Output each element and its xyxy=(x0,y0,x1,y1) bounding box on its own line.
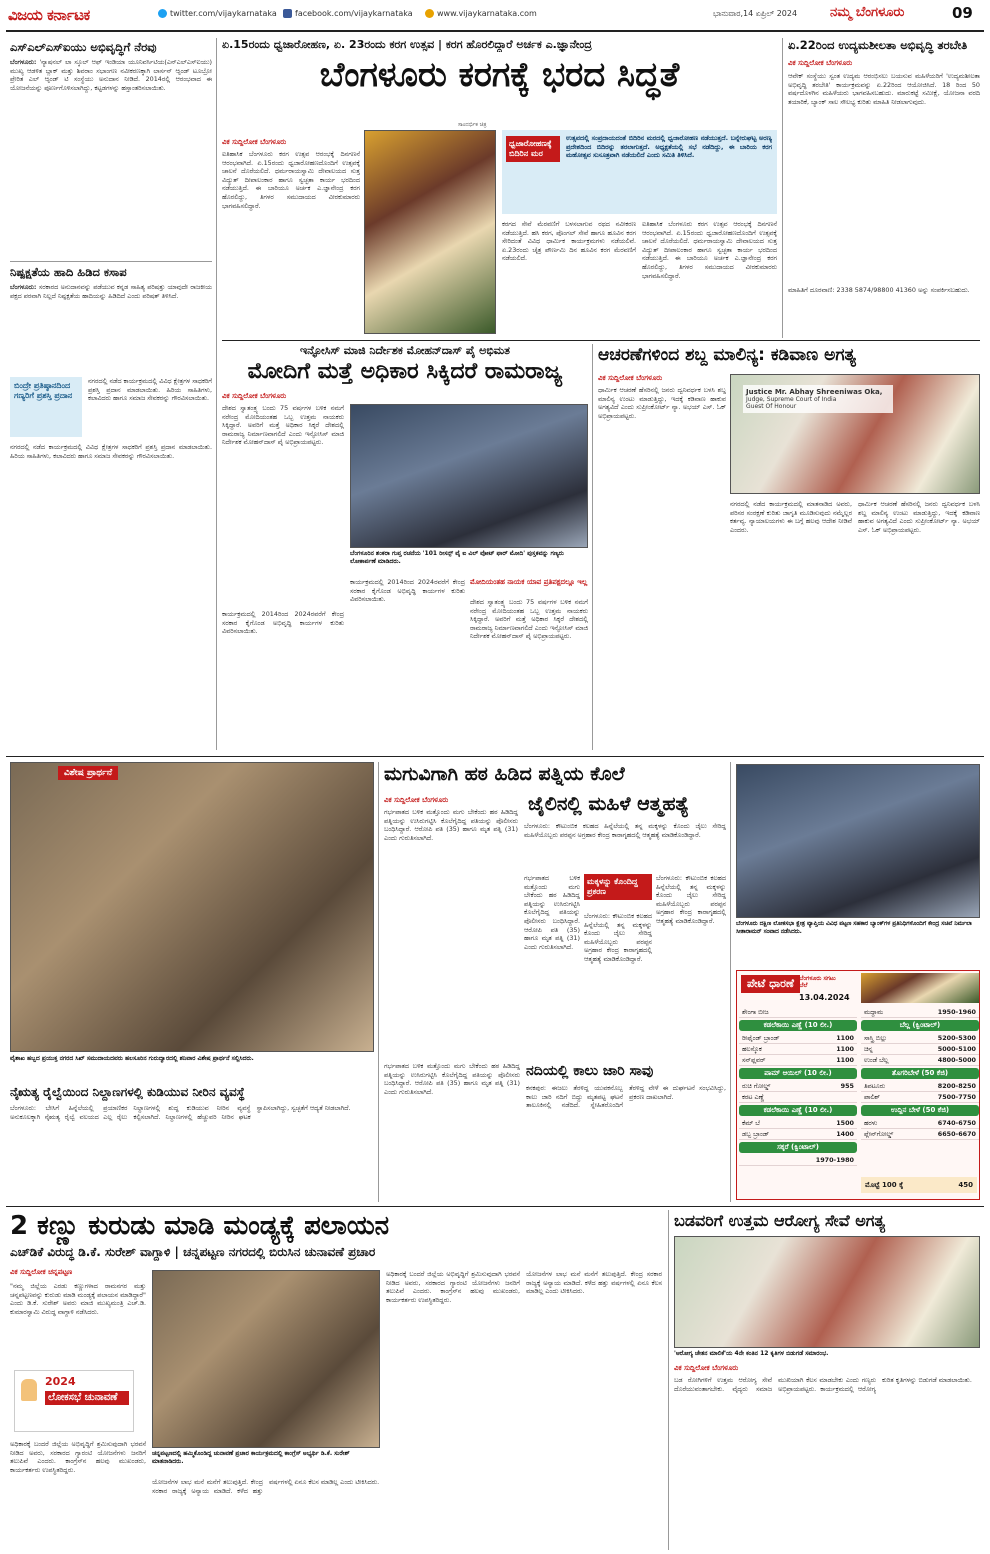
story-body: ಐತಿಹಾಸಿಕ ಬೆಂಗಳೂರು ಕರಗ ಉತ್ಸವ ಆರಂಭಕ್ಕೆ ದಿನಗಣನೆ ಆರಂಭವಾಗಿದೆ. ಏ.15ರಂದು ಧ್ವಜಾರೋಹಣದೊಂದಿಗೆ ಉತ್ಸವಕ್ಕೆ ಚಾಲನೆ ದೊರೆಯಲಿದೆ. ಧರ್ಮರಾಯಸ್ವಾಮಿ ದೇವಾಲಯದ ಸುತ್ತ ವಿದ್ಯುತ್ ದೀಪಾಲಂಕಾರ ಹಾಗೂ ಸ್ವಚ್ಛತಾ ಕಾರ್ಯ ಭರದಿಂದ ನಡೆಯುತ್ತಿದೆ. ಈ ಬಾರಿಯೂ ಅರ್ಚಕ ಎ.ಜ್ಞಾನೇಂದ್ರ ಕರಗ ಹೊರಲಿದ್ದು, ತಿಗಳರ ಸಮುದಾಯದ ವೀರಕುಮಾರರು ಭಾಗವಹಿಸಲಿದ್ದಾರೆ. xyxy=(222,150,360,210)
commodity-price: 1970-1980 xyxy=(815,1156,854,1164)
byline: ವಿಕ ಸುದ್ದಿಲೋಕ ಬೆಂಗಳೂರು xyxy=(222,138,287,146)
noise-story xyxy=(598,344,980,750)
karaga-highlight xyxy=(502,130,777,214)
byline: ವಿಕ ಸುದ್ದಿಲೋಕ ಬೆಂಗಳೂರು xyxy=(598,374,663,382)
highlight-label: ಧ್ವಜಾರೋಹಣಕ್ಕೆ ಬಿದಿರಿನ ಮರ xyxy=(506,136,560,162)
commodity-price: 7500-7750 xyxy=(937,1093,976,1101)
byline: ವಿಕ ಸುದ್ದಿಲೋಕ ಚನ್ನಪಟ್ಟಣ xyxy=(10,1268,73,1276)
murder-tag: ಮಕ್ಕಳನ್ನು ಕೊಂದಿದ್ದ ಪ್ರಕರಣ xyxy=(584,874,652,900)
photo-caption: ಚನ್ನಪಟ್ಟಣದಲ್ಲಿ ಹಮ್ಮಿಕೊಂಡಿದ್ದ ಚುನಾವಣೆ ಪ್ರಚಾರ ಕಾರ್ಯಕ್ರಮದಲ್ಲಿ ಕಾಂಗ್ರೆಸ್ ಅಭ್ಯರ್ಥಿ ಡಿ.ಕೆ. ಸುರೇಶ್ ಮಾತನಾಡಿದರು. xyxy=(152,1450,350,1465)
price-row xyxy=(739,1155,857,1166)
market-prices xyxy=(736,970,980,1200)
karaga-headline: ಬೆಂಗಳೂರು ಕರಗಕ್ಕೆ ಭರದ ಸಿದ್ಧತೆ xyxy=(319,55,680,95)
price-category: ಸಕ್ಕರೆ (ಕ್ವಿಂಟಾಲ್) xyxy=(739,1142,857,1153)
facebook-link[interactable]: facebook.com/vijaykarnataka xyxy=(283,9,413,18)
commodity-price: 1100 xyxy=(836,1056,854,1064)
twitter-link[interactable]: twitter.com/vijaykarnataka xyxy=(158,9,277,18)
price-row xyxy=(739,1129,857,1140)
story-body: ಬೆಂಗಳೂರು: 'ನ್ಯಾಷನಲ್ ಲಾ ಸ್ಕೂಲ್ ಆಫ್ ಇಂಡಿಯಾ ಯೂನಿವರ್ಸಿಟಿಯ(ಎನ್‌ಎಲ್‌ಎಸ್‌ಐಯು) ಮುಖ್ಯ ಆಡಳಿತ ಬ್ಲಾಕ್ ಮತ್ತು ಶಿವರಾಂ ಸಭಾಂಗಣ ನವೀಕರಣಕ್ಕಾಗಿ ಲಾರ್ಸನ್ ಆ್ಯಂಡ್ ಟೂಬ್ರೋ ಪ್ರೇರಿತ ಎಲ್‌ ಆ್ಯಂಡ್ ಟಿ ಸಂಸ್ಥೆಯು ಅನುದಾನ ನೀಡಿದೆ. 2014ರಲ್ಲಿ ಆರಂಭವಾದ ಈ ಯೋಜನೆಯನ್ನು ಪೂರ್ಣಗೊಳಿಸಲಾಗಿದ್ದು, ಕಟ್ಟಡಗಳನ್ನು ಹಸ್ತಾಂತರಿಸಲಾಯಿತು. xyxy=(10,58,212,92)
book-launch-photo xyxy=(350,404,588,548)
price-category: ಕಡಲೆಕಾಯಿ ಎಣ್ಣೆ (10 ಲೀ.) xyxy=(739,1020,857,1031)
story-body: ಧಾರ್ಮಿಕ ಆಚರಣೆ ಹೆಸರಿನಲ್ಲಿ ಜನರು ದ್ವನಿವರ್ಧಕ ಬಳಸಿ ಶಬ್ದ ಮಾಲಿನ್ಯ ಉಂಟು ಮಾಡುತ್ತಿದ್ದು, ಇದಕ್ಕೆ ಕಡಿವಾಣ ಹಾಕುವ ಅಗತ್ಯವಿದೆ ಎಂದು ಸುಪ್ರೀಂಕೋರ್ಟ್ ನ್ಯಾ. ಅಭಯ್ ಎಸ್. ಓಕ್ ಅಭಿಪ್ರಾಯಪಟ್ಟರು. xyxy=(858,500,980,534)
commodity-name: ಹರಳು xyxy=(864,1119,878,1127)
price-row xyxy=(861,1007,979,1018)
commodity-name: ಉಂಡೆ ಬೆಲ್ಲ xyxy=(864,1056,889,1064)
election-logo xyxy=(14,1370,134,1432)
commodity-price: 5200-5300 xyxy=(937,1034,976,1042)
price-row xyxy=(739,1033,857,1044)
story-body: ಗರ್ಭಪಾತದ ಬಳಿಕ ಮತ್ತೊಂದು ಮಗು ಬೇಕೆಂದು ಹಠ ಹಿಡಿದಿದ್ದ ಪತ್ನಿಯನ್ನು ಉಸಿರುಗಟ್ಟಿಸಿ ಕೊಲೆಗೈದಿದ್ದ ಪತಿಯನ್ನು ಪೊಲೀಸರು ಬಂಧಿಸಿದ್ದಾರೆ. ಆರೋಪಿ ಪತಿ (35) ಹಾಗೂ ಮೃತ ಪತ್ನಿ (31) ಎಂದು ಗುರುತಿಸಲಾಗಿದೆ. xyxy=(384,1062,520,1096)
story-body: ಬೆಂಗಳೂರು: ಕೌಟುಂಬಿಕ ಕಲಹದ ಹಿನ್ನೆಲೆಯಲ್ಲಿ ತನ್ನ ಮಕ್ಕಳನ್ನು ಕೊಂದು ಜೈಲು ಸೇರಿದ್ದ ಮಹಿಳೆಯೊಬ್ಬರು ಪರಪ್ಪನ ಅಗ್ರಹಾರ ಕೇಂದ್ರ ಕಾರಾಗೃಹದಲ್ಲಿ ಆತ್ಮಹತ್ಯೆ ಮಾಡಿಕೊಂಡಿದ್ದಾರೆ. xyxy=(584,912,652,963)
murder-headline-2: ಜೈಲಿನಲ್ಲಿ ಮಹಿಳೆ ಆತ್ಮಹತ್ಯೆ xyxy=(528,793,689,815)
health-headline: ಬಡವರಿಗೆ ಉತ್ತಮ ಆರೋಗ್ಯ ಸೇವೆ ಅಗತ್ಯ xyxy=(674,1211,886,1230)
price-row xyxy=(739,1081,857,1092)
water-story xyxy=(10,1084,374,1202)
mandya-headline: 2 ಕಣ್ಣು ಕುರುಡು ಮಾಡಿ ಮಂಡ್ಯಕ್ಕೆ ಪಲಾಯನ xyxy=(10,1211,390,1241)
karaga-photo xyxy=(364,130,496,334)
modi-headline: ಮೋದಿಗೆ ಮತ್ತೆ ಅಧಿಕಾರ ಸಿಕ್ಕಿದರೆ ರಾಮರಾಜ್ಯ xyxy=(247,359,563,384)
story-body: ಬೆಂಗಳೂರು: ಬೇಸಿಗೆ ಹಿನ್ನೆಲೆಯಲ್ಲಿ ಪ್ರಯಾಣಿಕರ ಅನುಕೂಲಕ್ಕಾಗಿ ನೈಋತ್ಯ ರೈಲ್ವೆ ವಲಯದ ಎಲ್ಲ ರೈಲು ನಿಲ್ದಾಣಗಳಲ್ಲಿ ಶುದ್ಧ ಕುಡಿಯುವ ನೀರಿನ ವ್ಯವಸ್ಥೆ ಕಲ್ಪಿಸಲಾಗಿದೆ. ನಿಲ್ದಾಣಗಳಲ್ಲಿ ಹೆಚ್ಚುವರಿ ನೀರಿನ ಘಟಕ ಸ್ಥಾಪಿಸಲಾಗಿದ್ದು, ಸ್ವಚ್ಛತೆಗೆ ಆದ್ಯತೆ ನೀಡಲಾಗಿದೆ. xyxy=(10,1104,351,1121)
page-number: 09 xyxy=(952,4,973,22)
special-prayer xyxy=(10,762,374,1080)
bank-photo-block xyxy=(736,764,980,962)
stage-banner xyxy=(743,385,893,413)
story-body: ಗರ್ಭಪಾತದ ಬಳಿಕ ಮತ್ತೊಂದು ಮಗು ಬೇಕೆಂದು ಹಠ ಹಿಡಿದಿದ್ದ ಪತ್ನಿಯನ್ನು ಉಸಿರುಗಟ್ಟಿಸಿ ಕೊಲೆಗೈದಿದ್ದ ಪತಿಯನ್ನು ಪೊಲೀಸರು ಬಂಧಿಸಿದ್ದಾರೆ. ಆರೋಪಿ ಪತಿ (35) ಹಾಗೂ ಮೃತ ಪತ್ನಿ (31) ಎಂದು ಗುರುತಿಸಲಾಗಿದೆ. xyxy=(524,874,580,951)
grain-photo xyxy=(861,973,979,1003)
commodity-name: ತಿಪಟೂರು xyxy=(864,1082,886,1090)
vk-logo: ವಿಜಯ ಕರ್ನಾಟಕ xyxy=(8,6,90,24)
masthead xyxy=(0,0,990,36)
story-body: ನಗರದಲ್ಲಿ ನಡೆದ ಕಾರ್ಯಕ್ರಮದಲ್ಲಿ ವಿವಿಧ ಕ್ಷೇತ್ರಗಳ ಸಾಧಕರಿಗೆ ಪ್ರಶಸ್ತಿ ಪ್ರದಾನ ಮಾಡಲಾಯಿತು. ಹಿರಿಯ ಸಾಹಿತಿಗಳು, ಕಲಾವಿದರು ಹಾಗೂ ಸಮಾಜ ಸೇವಕರನ್ನು ಗೌರವಿಸಲಾಯಿತು. xyxy=(10,443,212,460)
left-column xyxy=(10,40,212,750)
contact-info: ಮಾಹಿತಿಗೆ ದೂರವಾಣಿ: 2338 5874/98800 41360 ಅನ್ನು ಸಂಪರ್ಕಿಸಬಹುದು. xyxy=(788,286,970,294)
commodity-price: 4800-5000 xyxy=(937,1056,976,1064)
story-body: ಬೆಂಗಳೂರು: ಸರಕಾರದ ಅನುದಾನವನ್ನು ಪಡೆಯುವ ಕನ್ನಡ ಸಾಹಿತ್ಯ ಪರಿಷತ್ತು ಯಾವುದೇ ರಾಜಕೀಯ ಪಕ್ಷದ ಪರವಾಗಿ ನಿಲ್ಲದೆ ನಿಷ್ಪಕ್ಷತೆಯ ಹಾದಿಯನ್ನು ಹಿಡಿದಿದೆ ಎಂದು ಪರಿಷತ್ ತಿಳಿಸಿದೆ. xyxy=(10,283,212,300)
story-body: ಗರ್ಭಪಾತದ ಬಳಿಕ ಮತ್ತೊಂದು ಮಗು ಬೇಕೆಂದು ಹಠ ಹಿಡಿದಿದ್ದ ಪತ್ನಿಯನ್ನು ಉಸಿರುಗಟ್ಟಿಸಿ ಕೊಲೆಗೈದಿದ್ದ ಪತಿಯನ್ನು ಪೊಲೀಸರು ಬಂಧಿಸಿದ್ದಾರೆ. ಆರೋಪಿ ಪತಿ (35) ಹಾಗೂ ಮೃತ ಪತ್ನಿ (31) ಎಂದು ಗುರುತಿಸಲಾಗಿದೆ. xyxy=(384,808,518,842)
banner-line: Justice Mr. Abhay Shreeniwas Oka, xyxy=(746,388,883,396)
commodity-name: ರೀಫೈಂಡ್ ಬ್ರಾಂಡ್ xyxy=(742,1034,780,1042)
commodity-price: 6650-6670 xyxy=(937,1130,976,1138)
karaga-kicker: ಏ.15ರಂದು ಧ್ವಜಾರೋಹಣ, ಏ. 23ರಂದು ಕರಗ ಉತ್ಸವ | ಕರಗ ಹೊರಲಿದ್ದಾರೆ ಅರ್ಚಕ ಎ.ಜ್ಞಾನೇಂದ್ರ xyxy=(222,38,592,51)
twitter-icon xyxy=(158,9,167,18)
price-row xyxy=(739,1055,857,1066)
edition-date: ಭಾನುವಾರ,14 ಏಪ್ರಿಲ್ 2024 xyxy=(713,9,798,18)
commodity-price: 6740-6750 xyxy=(937,1119,976,1127)
mandya-kicker: ಎಚ್‌ಡಿಕೆ ವಿರುದ್ಧ ಡಿ.ಕೆ. ಸುರೇಶ್ ವಾಗ್ದಾಳಿ | ಚನ್ನಪಟ್ಟಣ ನಗರದಲ್ಲಿ ಬಿರುಸಿನ ಚುನಾವಣೆ ಪ್ರಚಾರ xyxy=(10,1245,376,1259)
price-row xyxy=(861,1055,979,1066)
photo-credit: ಸಾಂದರ್ಭಿಕ ಚಿತ್ರ xyxy=(458,122,487,128)
price-row xyxy=(861,1129,979,1140)
commodity-price: 1100 xyxy=(836,1045,854,1053)
market-date: 13.04.2024 xyxy=(799,993,850,1002)
murder-story xyxy=(384,762,726,1058)
byline: ವಿಕ ಸುದ್ದಿಲೋಕ ಬೆಂಗಳೂರು xyxy=(222,392,287,400)
story-body: ಬೆಂಗಳೂರು: ಕೌಟುಂಬಿಕ ಕಲಹದ ಹಿನ್ನೆಲೆಯಲ್ಲಿ ತನ್ನ ಮಕ್ಕಳನ್ನು ಕೊಂದು ಜೈಲು ಸೇರಿದ್ದ ಮಹಿಳೆಯೊಬ್ಬರು ಪರಪ್ಪನ ಅಗ್ರಹಾರ ಕೇಂದ್ರ ಕಾರಾಗೃಹದಲ್ಲಿ ಆತ್ಮಹತ್ಯೆ ಮಾಡಿಕೊಂಡಿದ್ದಾರೆ. xyxy=(524,822,726,839)
commodity-name: ಪಾಲಿಶ್ xyxy=(864,1093,880,1101)
price-row xyxy=(861,1044,979,1055)
story-title: ಎಸ್‌ಎಲ್‌ಎಸ್‌ಐಯು ಅಭಿವೃದ್ಧಿಗೆ ನೆರವು xyxy=(10,40,157,54)
story-body: ನಗರದಲ್ಲಿ ನಡೆದ ಕಾರ್ಯಕ್ರಮದಲ್ಲಿ ಮಾತನಾಡಿದ ಅವರು, ಪರಿಸರ ಸಂರಕ್ಷಣೆ ಕುರಿತು ಜಾಗೃತಿ ಮೂಡಿಸುವುದು ನಮ್ಮೆಲ್ಲರ ಕರ್ತವ್ಯ. ನ್ಯಾಯಾಲಯಗಳು ಈ ಬಗ್ಗೆ ಹಲವು ಆದೇಶ ನೀಡಿವೆ ಎಂದರು. xyxy=(730,500,852,534)
commodity-price: 1400 xyxy=(836,1130,854,1138)
egg-label: ಮೊಟ್ಟೆ 100 ಕ್ಕೆ xyxy=(865,1180,904,1189)
story-body: ದೇಶದ ಸ್ವಾತಂತ್ರ್ಯ ಬಂದು 75 ವರ್ಷಗಳ ಬಳಿಕ ನಮಗೆ ನರೇಂದ್ರ ಮೋದಿಯಂತಹ ಒಬ್ಬ ಉತ್ತಮ ನಾಯಕರು ಸಿಕ್ಕಿದ್ದಾರೆ. ಅವರಿಗೆ ಮತ್ತೆ ಅಧಿಕಾರ ಸಿಕ್ಕರೆ ದೇಶದಲ್ಲಿ ರಾಮರಾಜ್ಯ ನಿರ್ಮಾಣವಾಗಲಿದೆ ಎಂದು ಇನ್ಫೋಸಿಸ್ ಮಾಜಿ ನಿರ್ದೇಶಕ ಮೋಹನ್‌ದಾಸ್ ಪೈ ಅಭಿಪ್ರಾಯಪಟ್ಟರು. xyxy=(222,404,344,447)
commodity-name: ರುಚಿ ಗೋಲ್ಡ್ xyxy=(742,1082,771,1090)
price-category: ಬೆಲ್ಲ (ಕ್ವಿಂಟಾಲ್) xyxy=(861,1020,979,1031)
karaga-story xyxy=(222,38,777,338)
commodity-price: 1950-1960 xyxy=(937,1008,976,1016)
market-title: ಪೇಟೆ ಧಾರಣೆ xyxy=(741,975,800,993)
photo-label: ವಿಶೇಷ ಪ್ರಾರ್ಥನೆ xyxy=(58,766,118,780)
price-row xyxy=(861,1092,979,1103)
story-body: ಯೋಜನೆಗಳ ಲಾಭ ಮನೆ ಮನೆಗೆ ತಲುಪುತ್ತಿದೆ. ಕೇಂದ್ರ ಸರಕಾರ ರಾಜ್ಯಕ್ಕೆ ಅನ್ಯಾಯ ಮಾಡಿದೆ. ಕಳೆದ ಹತ್ತು ವರ್ಷಗಳಲ್ಲಿ ಏನೂ ಕೆಲಸ ಮಾಡಿಲ್ಲ ಎಂದು ಟೀಕಿಸಿದರು. xyxy=(526,1270,662,1296)
price-table-right xyxy=(861,1007,979,1140)
commodity-price: 955 xyxy=(840,1082,854,1090)
commodity-name: ಕೆಮ್ ಬೆ xyxy=(742,1119,760,1127)
section-name: ನಮ್ಮ ಬೆಂಗಳೂರು xyxy=(830,5,905,20)
byline: ವಿಕ ಸುದ್ದಿಲೋಕ ಬೆಂಗಳೂರು xyxy=(674,1364,739,1372)
story-body: ಧಾರ್ಮಿಕ ಆಚರಣೆ ಹೆಸರಿನಲ್ಲಿ ಜನರು ದ್ವನಿವರ್ಧಕ ಬಳಸಿ ಶಬ್ದ ಮಾಲಿನ್ಯ ಉಂಟು ಮಾಡುತ್ತಿದ್ದು, ಇದಕ್ಕೆ ಕಡಿವಾಣ ಹಾಕುವ ಅಗತ್ಯವಿದೆ ಎಂದು ಸುಪ್ರೀಂಕೋರ್ಟ್ ನ್ಯಾ. ಅಭಯ್ ಎಸ್. ಓಕ್ ಅಭಿಪ್ರಾಯಪಟ್ಟರು. xyxy=(598,386,726,420)
drown-story xyxy=(526,1062,726,1202)
price-row xyxy=(861,1118,979,1129)
commodity-name: ಡಬ್ಬ ಬ್ರಾಂಡ್ xyxy=(742,1130,770,1138)
price-row xyxy=(739,1044,857,1055)
price-row xyxy=(861,1081,979,1092)
pull-quote-label: ಬಿಂದ್ರೇ ಪ್ರತಿಷ್ಠಾನದಿಂದ ಗಣ್ಯರಿಗೆ ಪ್ರಶಸ್ತಿ ಪ್ರದಾನ xyxy=(10,377,82,437)
story-title: ನಿಷ್ಪಕ್ಷತೆಯ ಹಾದಿ ಹಿಡಿದ ಕಸಾಪ xyxy=(10,265,127,279)
prayer-photo xyxy=(10,762,374,1052)
byline: ವಿಕ ಸುದ್ದಿಲೋಕ ಬೆಂಗಳೂರು xyxy=(384,796,449,804)
globe-icon xyxy=(425,9,434,18)
noise-headline: ಆಚರಣೆಗಳಿಂದ ಶಬ್ದ ಮಾಲಿನ್ಯ: ಕಡಿವಾಣ ಅಗತ್ಯ xyxy=(598,345,856,365)
story-body: ಬೆಂಗಳೂರು: ಕೌಟುಂಬಿಕ ಕಲಹದ ಹಿನ್ನೆಲೆಯಲ್ಲಿ ತನ್ನ ಮಕ್ಕಳನ್ನು ಕೊಂದು ಜೈಲು ಸೇರಿದ್ದ ಮಹಿಳೆಯೊಬ್ಬರು ಪರಪ್ಪನ ಅಗ್ರಹಾರ ಕೇಂದ್ರ ಕಾರಾಗೃಹದಲ್ಲಿ ಆತ್ಮಹತ್ಯೆ ಮಾಡಿಕೊಂಡಿದ್ದಾರೆ. xyxy=(656,874,726,925)
commodity-name: ಶೇಂಗಾ ಬೀಜ xyxy=(742,1008,769,1016)
price-row xyxy=(739,1007,857,1018)
commodity-price: 1100 xyxy=(836,1034,854,1042)
logo-label: ಲೋಕಸಭೆ ಚುನಾವಣೆ xyxy=(45,1391,129,1405)
website-link[interactable]: www.vijaykarnataka.com xyxy=(425,9,537,18)
price-category: ಪಾಮ್ ಆಯಿಲ್ (10 ಲೀ.) xyxy=(739,1068,857,1079)
banner-line: Guest Of Honour xyxy=(746,403,797,410)
price-row xyxy=(739,1092,857,1103)
photo-caption: ವೈಶಾಖ ಹಬ್ಬದ ಪ್ರಯುಕ್ತ ನಗರದ ಸಿಖ್ ಸಮುದಾಯದವರು ಹಲಸೂರಿನ ಗುರುದ್ವಾರದಲ್ಲಿ ಶನಿವಾರ ವಿಶೇಷ ಪ್ರಾರ್ಥನೆ ಸಲ್ಲಿಸಿದರು. xyxy=(10,1055,254,1062)
subheading: ಮೋದಿಯಂತಹ ನಾಯಕ ಯಾವ ಪ್ರತಿಪಕ್ಷದಲ್ಲೂ ಇಲ್ಲ xyxy=(470,578,588,586)
commodity-price: 1500 xyxy=(836,1119,854,1127)
murder-headline: ಮಗುವಿಗಾಗಿ ಹಠ ಹಿಡಿದ ಪತ್ನಿಯ ಕೊಲೆ xyxy=(384,763,625,785)
book-release-photo xyxy=(674,1236,980,1348)
egg-price: 450 xyxy=(958,1181,973,1189)
water-headline: ನೈಋತ್ಯ ರೈಲ್ವೆಯಿಂದ ನಿಲ್ದಾಣಗಳಲ್ಲಿ ಕುಡಿಯುವ ನೀರಿನ ವ್ಯವಸ್ಥೆ xyxy=(10,1085,245,1099)
commodity-name: ಹಲಸ್ಕೊಕ xyxy=(742,1045,762,1053)
banner-line: Judge, Supreme Court of India xyxy=(746,396,837,403)
vote-icon xyxy=(21,1379,37,1401)
facebook-icon xyxy=(283,9,292,18)
story-body: ಆವೇಕ್ ಸಂಸ್ಥೆಯು ಸ್ವಂತ ಉದ್ಯಮ ಆರಂಭಿಸಲು ಬಯಸುವ ಮಹಿಳೆಯರಿಗೆ 'ಉದ್ಯಮಶೀಲತಾ ಅಭಿವೃದ್ಧಿ ತರಬೇತಿ' ಕಾರ್ಯಕ್ರಮವನ್ನು ಏ.22ರಿಂದ ಆಯೋಜಿಸಿದೆ. 18 ರಿಂದ 50 ವರ್ಷದೊಳಗಿನ ಮಹಿಳೆಯರು ಭಾಗವಹಿಸಬಹುದು. ಮಾರುಕಟ್ಟೆ ಸಮೀಕ್ಷೆ, ಯೋಜನಾ ವರದಿ ತಯಾರಿಕೆ, ಬ್ಯಾಂಕ್ ಸಾಲ ಸೌಲಭ್ಯ ಕುರಿತು ಮಾಹಿತಿ ನೀಡಲಾಗುವುದು. xyxy=(788,72,980,106)
story-body: ಕಾರ್ಯಕ್ರಮದಲ್ಲಿ 2014ರಿಂದ 2024ರವರೆಗೆ ಕೇಂದ್ರ ಸರಕಾರ ಕೈಗೊಂಡ ಅಭಿವೃದ್ಧಿ ಕಾರ್ಯಗಳ ಕುರಿತು ವಿವರಿಸಲಾಯಿತು. xyxy=(350,578,465,604)
byline: ವಿಕ ಸುದ್ದಿಲೋಕ ಬೆಂಗಳೂರು xyxy=(788,59,853,67)
training-headline: ಏ.22ರಿಂದ ಉದ್ಯಮಶೀಲತಾ ಅಭಿವೃದ್ಧಿ ತರಬೇತಿ xyxy=(788,38,968,52)
market-subtitle: ಬೆಂಗಳೂರು ಸಗಟು ಬೆಲೆ xyxy=(799,975,836,989)
commodity-price: 5000-5100 xyxy=(937,1045,976,1053)
training-story xyxy=(788,38,980,338)
commodity-name: ಸನ್‌ಫ್ಲವರ್ xyxy=(742,1056,766,1064)
mandya-story xyxy=(10,1210,662,1550)
story-body: ಕರಗದ ಸೇವೆ ಮೆರವಣಿಗೆ ಬಳಸಲಾಗುವ ರಥದ ನವೀಕರಣ ನಡೆಯುತ್ತಿದೆ. ಹಸಿ ಕರಗ, ಪೊಂಗಲ್ ಸೇವೆ ಹಾಗೂ ಹೂವಿನ ಕರಗ ಸೇರಿದಂತೆ ವಿವಿಧ ಧಾರ್ಮಿಕ ಕಾರ್ಯಕ್ರಮಗಳು ನಡೆಯಲಿವೆ. ಏ.23ರಂದು ಚೈತ್ರ ಪೌರ್ಣಮಿ ದಿನ ಹೂವಿನ ಕರಗ ಮೆರವಣಿಗೆ ನಡೆಯಲಿದೆ. xyxy=(502,220,636,263)
commodity-name: ಕರಟ ಎಣ್ಣೆ xyxy=(742,1093,765,1101)
photo-caption: ಬೆಂಗಳೂರಿನ ಶಂಕರಾ ಗುಪ್ತ ರಚನೆಯ '101 ರೀಸನ್ಸ್ ವೈ ಐ ವಿಲ್ ವೋಟ್ ಫಾರ್ ಮೋದಿ' ಪುಸ್ತಕವನ್ನು ಗಣ್ಯರು ಲೋಕಾರ್ಪಣೆ ಮಾಡಿದರು. xyxy=(350,550,564,565)
commodity-price: 8200-8250 xyxy=(937,1082,976,1090)
story-body: ಅಧಿಕಾರಕ್ಕೆ ಬಂದರೆ ಜಿಲ್ಲೆಯ ಅಭಿವೃದ್ಧಿಗೆ ಶ್ರಮಿಸುವುದಾಗಿ ಭರವಸೆ ನೀಡಿದ ಅವರು, ಸರಕಾರದ ಗ್ಯಾರಂಟಿ ಯೋಜನೆಗಳು ಜನರಿಗೆ ತಲುಪಿವೆ ಎಂದರು. ಕಾಂಗ್ರೆಸ್‌ನ ಹಲವು ಮುಖಂಡರು, ಕಾರ್ಯಕರ್ತರು ಉಪಸ್ಥಿತರಿದ್ದರು. xyxy=(10,1440,146,1474)
noise-event-photo xyxy=(730,374,980,494)
price-row xyxy=(739,1118,857,1129)
story-body: ದೇಶದ ಸ್ವಾತಂತ್ರ್ಯ ಬಂದು 75 ವರ್ಷಗಳ ಬಳಿಕ ನಮಗೆ ನರೇಂದ್ರ ಮೋದಿಯಂತಹ ಒಬ್ಬ ಉತ್ತಮ ನಾಯಕರು ಸಿಕ್ಕಿದ್ದಾರೆ. ಅವರಿಗೆ ಮತ್ತೆ ಅಧಿಕಾರ ಸಿಕ್ಕರೆ ದೇಶದಲ್ಲಿ ರಾಮರಾಜ್ಯ ನಿರ್ಮಾಣವಾಗಲಿದೆ ಎಂದು ಇನ್ಫೋಸಿಸ್ ಮಾಜಿ ನಿರ್ದೇಶಕ ಮೋಹನ್‌ದಾಸ್ ಪೈ ಅಭಿಪ್ರಾಯಪಟ್ಟರು. xyxy=(470,598,588,641)
modi-story xyxy=(222,344,588,750)
pull-quote xyxy=(10,377,212,437)
price-row xyxy=(861,1033,979,1044)
bank-meeting-photo xyxy=(736,764,980,918)
campaign-photo xyxy=(152,1270,380,1448)
commodity-name: ಪ್ಲೇನ್‌ಗೋಲ್ಡ್ xyxy=(864,1130,894,1138)
photo-caption: ಬೆಂಗಳೂರು ದಕ್ಷಿಣ ಲೋಕಸಭಾ ಕ್ಷೇತ್ರ ವ್ಯಾಪ್ತಿಯ ವಿವಿಧ ಪಟ್ಟಣ ಸಹಕಾರ ಬ್ಯಾಂಕ್‌ಗಳ ಪ್ರತಿನಿಧಿಗಳೊಂದಿಗೆ ಕೇಂದ್ರ ಸಚಿವೆ ನಿರ್ಮಲಾ ಸೀತಾರಾಮನ್ ಸಂವಾದ ನಡೆಸಿದರು. xyxy=(736,921,972,935)
story-body: ಕಾರ್ಯಕ್ರಮದಲ್ಲಿ 2014ರಿಂದ 2024ರವರೆಗೆ ಕೇಂದ್ರ ಸರಕಾರ ಕೈಗೊಂಡ ಅಭಿವೃದ್ಧಿ ಕಾರ್ಯಗಳ ಕುರಿತು ವಿವರಿಸಲಾಯಿತು. xyxy=(222,610,344,636)
egg-price-box xyxy=(861,1177,977,1193)
price-category: ಕಡಲೆಕಾಯಿ ಎಣ್ಣೆ (10 ಲೀ.) xyxy=(739,1105,857,1116)
highlight-text: ಉತ್ಸವದಲ್ಲಿ ಸಂಪ್ರದಾಯದಂತೆ ಬಿದಿರಿನ ಮರದಲ್ಲಿ ಧ್ವಜಾರೋಹಣ ನಡೆಯುತ್ತದೆ. ಬನ್ನೇರುಘಟ್ಟ ಅರಣ್ಯ ಪ್ರದೇಶದಿಂದ ಬಿದಿರನ್ನು ತರಲಾಗುತ್ತದೆ. ಅಧ್ಯಕ್ಷತೆಯಲ್ಲಿ ಸಭೆ ನಡೆದಿದ್ದು, ಈ ಬಾರಿಯ ಕರಗ ಮಹೋತ್ಸವ ಸುಸೂತ್ರವಾಗಿ ನಡೆಯಲಿದೆ ಎಂದು ಸಮಿತಿ ತಿಳಿಸಿದೆ. xyxy=(566,134,772,160)
commodity-name: ಸಾಸ್ತ್ರಿ ಬಿಲ್ಲು xyxy=(864,1034,888,1042)
price-table-left xyxy=(739,1007,857,1166)
story-body: ಕನಕಪುರ: ಈಜಲು ತೆರಳಿದ್ದ ಯುವಕನೊಬ್ಬ ಕಾಲು ಜಾರಿ ನದಿಗೆ ಬಿದ್ದು ಮೃತಪಟ್ಟ ಘಟನೆ ತಾಲೂಕಿನಲ್ಲಿ ನಡೆದಿದೆ. ಸ್ನೇಹಿತರೊಂದಿಗೆ ತೆರಳಿದ್ದ ವೇಳೆ ಈ ದುರ್ಘಟನೆ ಸಂಭವಿಸಿದ್ದು, ಪ್ರಕರಣ ದಾಖಲಾಗಿದೆ. xyxy=(526,1084,726,1110)
photo-caption: 'ಆರೋಗ್ಯ ಚೇತನ ಮಾಲಿಕೆ'ಯ 4ನೇ ಕಂತಿನ 12 ಕೃತಿಗಳ ಬಿಡುಗಡೆ ಸಮಾರಂಭ. xyxy=(674,1350,829,1357)
story-body: ಅಧಿಕಾರಕ್ಕೆ ಬಂದರೆ ಜಿಲ್ಲೆಯ ಅಭಿವೃದ್ಧಿಗೆ ಶ್ರಮಿಸುವುದಾಗಿ ಭರವಸೆ ನೀಡಿದ ಅವರು, ಸರಕಾರದ ಗ್ಯಾರಂಟಿ ಯೋಜನೆಗಳು ಜನರಿಗೆ ತಲುಪಿವೆ ಎಂದರು. ಕಾಂಗ್ರೆಸ್‌ನ ಹಲವು ಮುಖಂಡರು, ಕಾರ್ಯಕರ್ತರು ಉಪಸ್ಥಿತರಿದ್ದರು. xyxy=(386,1270,520,1304)
story-body: ಐತಿಹಾಸಿಕ ಬೆಂಗಳೂರು ಕರಗ ಉತ್ಸವ ಆರಂಭಕ್ಕೆ ದಿನಗಣನೆ ಆರಂಭವಾಗಿದೆ. ಏ.15ರಂದು ಧ್ವಜಾರೋಹಣದೊಂದಿಗೆ ಉತ್ಸವಕ್ಕೆ ಚಾಲನೆ ದೊರೆಯಲಿದೆ. ಧರ್ಮರಾಯಸ್ವಾಮಿ ದೇವಾಲಯದ ಸುತ್ತ ವಿದ್ಯುತ್ ದೀಪಾಲಂಕಾರ ಹಾಗೂ ಸ್ವಚ್ಛತಾ ಕಾರ್ಯ ಭರದಿಂದ ನಡೆಯುತ್ತಿದೆ. ಈ ಬಾರಿಯೂ ಅರ್ಚಕ ಎ.ಜ್ಞಾನೇಂದ್ರ ಕರಗ ಹೊರಲಿದ್ದು, ತಿಗಳರ ಸಮುದಾಯದ ವೀರಕುಮಾರರು ಭಾಗವಹಿಸಲಿದ್ದಾರೆ. xyxy=(642,220,777,280)
commodity-name: ಚಿನ್ನ xyxy=(864,1045,873,1053)
story-body: ನಗರದಲ್ಲಿ ನಡೆದ ಕಾರ್ಯಕ್ರಮದಲ್ಲಿ ವಿವಿಧ ಕ್ಷೇತ್ರಗಳ ಸಾಧಕರಿಗೆ ಪ್ರಶಸ್ತಿ ಪ್ರದಾನ ಮಾಡಲಾಯಿತು. ಹಿರಿಯ ಸಾಹಿತಿಗಳು, ಕಲಾವಿದರು ಹಾಗೂ ಸಮಾಜ ಸೇವಕರನ್ನು ಗೌರವಿಸಲಾಯಿತು. xyxy=(88,377,212,403)
story-body: ಯೋಜನೆಗಳ ಲಾಭ ಮನೆ ಮನೆಗೆ ತಲುಪುತ್ತಿದೆ. ಕೇಂದ್ರ ಸರಕಾರ ರಾಜ್ಯಕ್ಕೆ ಅನ್ಯಾಯ ಮಾಡಿದೆ. ಕಳೆದ ಹತ್ತು ವರ್ಷಗಳಲ್ಲಿ ಏನೂ ಕೆಲಸ ಮಾಡಿಲ್ಲ ಎಂದು ಟೀಕಿಸಿದರು. xyxy=(152,1478,380,1495)
modi-kicker: ಇನ್ಫೋಸಿಸ್ ಮಾಜಿ ನಿರ್ದೇಶಕ ಮೋಹನ್‌ದಾಸ್ ಪೈ ಅಭಿಮತ xyxy=(299,344,511,357)
story-body: ಬಡ ರೋಗಿಗಳಿಗೆ ಉತ್ತಮ ಆರೋಗ್ಯ ಸೇವೆ ದೊರೆಯುವಂತಾಗಬೇಕು. ವೈದ್ಯರು ಸಮಾಜ ಮುಖಿಯಾಗಿ ಕೆಲಸ ಮಾಡಬೇಕು ಎಂದು ಗಣ್ಯರು ಅಭಿಪ್ರಾಯಪಟ್ಟರು. ಕಾರ್ಯಕ್ರಮದಲ್ಲಿ ಆರೋಗ್ಯ ಕುರಿತ ಕೃತಿಗಳನ್ನು ಬಿಡುಗಡೆ ಮಾಡಲಾಯಿತು. xyxy=(674,1376,972,1393)
price-category: ಉದ್ದಿನ ಬೇಳೆ (50 ಕೆಜಿ) xyxy=(861,1105,979,1116)
story-body: "ನಮ್ಮ ಜಿಲ್ಲೆಯ ಎರಡು ಕಣ್ಣುಗಳಾದ ರಾಮನಗರ ಮತ್ತು ಚನ್ನಪಟ್ಟಣವನ್ನು ಕುರುಡು ಮಾಡಿ ಮಂಡ್ಯಕ್ಕೆ ಪಲಾಯನ ಮಾಡಿದ್ದಾರೆ" ಎಂದು ಡಿ.ಕೆ. ಸುರೇಶ್ ಅವರು ಮಾಜಿ ಮುಖ್ಯಮಂತ್ರಿ ಎಚ್.ಡಿ. ಕುಮಾರಸ್ವಾಮಿ ವಿರುದ್ಧ ವಾಗ್ದಾಳಿ ನಡೆಸಿದರು. xyxy=(10,1282,146,1316)
commodity-name: ಮದ್ದಾಮ xyxy=(864,1008,884,1016)
health-story xyxy=(674,1210,980,1550)
logo-year: 2024 xyxy=(45,1375,76,1388)
drown-headline: ನದಿಯಲ್ಲಿ ಕಾಲು ಜಾರಿ ಸಾವು xyxy=(526,1063,654,1079)
price-category: ತೊಗರಿಬೇಳೆ (50 ಕೆಜಿ) xyxy=(861,1068,979,1079)
